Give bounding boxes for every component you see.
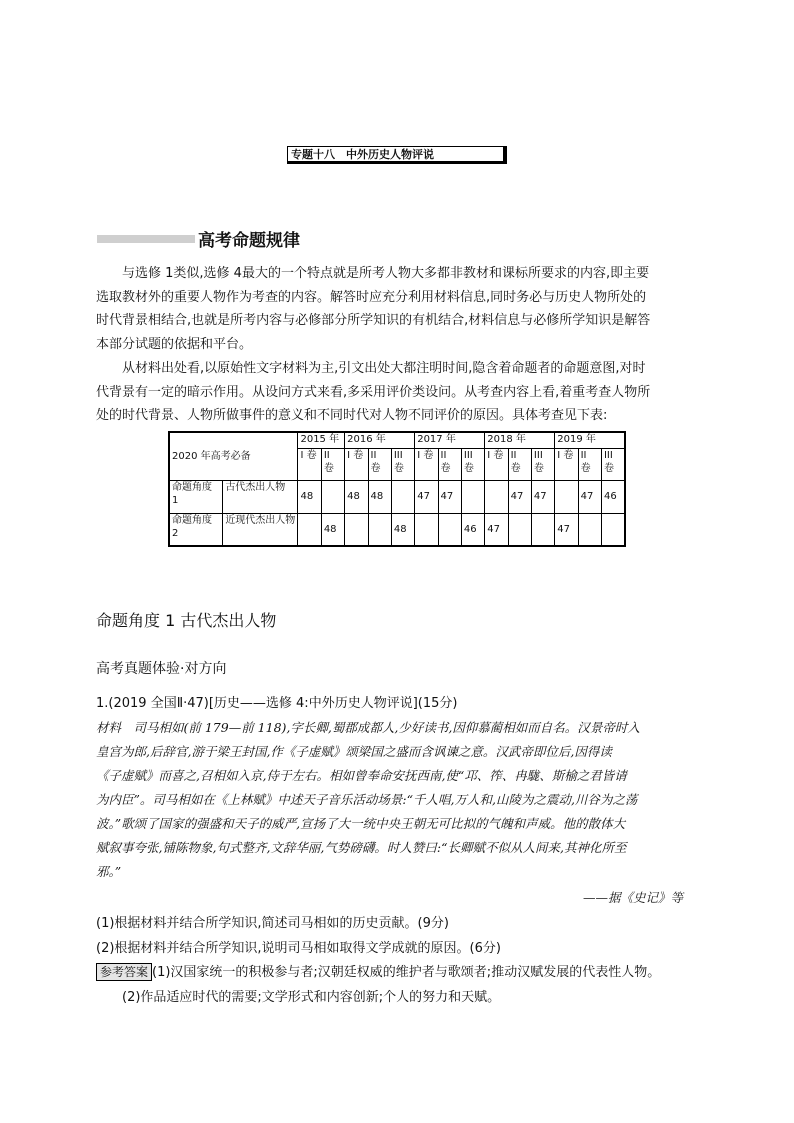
year-header: 2016 年 xyxy=(345,432,415,448)
paper-header: III 卷 xyxy=(601,448,625,480)
paper-header: II 卷 xyxy=(438,448,461,480)
paragraph-1 xyxy=(96,262,696,356)
score-cell xyxy=(531,513,554,546)
paper-header: I 卷 xyxy=(345,448,368,480)
score-cell xyxy=(578,513,601,546)
para-line: 本部分试题的依据和平台。 xyxy=(96,336,253,352)
paragraph-2 xyxy=(96,357,696,428)
para-line: 代背景有一定的暗示作用。从设问方式来看,多采用评价类设问。从考查内容上看,着重考查人物所 xyxy=(96,384,651,400)
year-header: 2015 年 xyxy=(298,432,345,448)
angle-cell: 命题角度 2 xyxy=(169,513,223,546)
score-cell xyxy=(368,513,391,546)
section-title: 高考命题规律 xyxy=(198,231,300,251)
material-line: 材料 司马相如(前 179—前 118),字长卿,蜀郡成都人,少好读书,因仰慕蔺相如而自名。汉景帝时入 xyxy=(96,720,640,735)
para-line: 与选修 1类似,选修 4最大的一个特点就是所考人物大多都非教材和课标所要求的内容,即主要 xyxy=(122,266,650,281)
score-cell: 48 xyxy=(391,513,414,546)
paper-header: II 卷 xyxy=(578,448,601,480)
para-line: 处的时代背景、人物所做事件的意义和不同时代对人物不同评价的原因。具体考查见下表: xyxy=(96,408,608,423)
year-header: 2019 年 xyxy=(555,432,625,448)
score-cell xyxy=(298,513,321,546)
material-line: 皇宫为郎,后辞官,游于梁王封国,作《子虚赋》颂梁国之盛而含讽谏之意。汉武帝即位后,因得读 xyxy=(96,744,612,759)
paper-header: III 卷 xyxy=(461,448,484,480)
angle-cell: 命题角度 1 xyxy=(169,480,223,513)
score-cell: 47 xyxy=(578,480,601,513)
para-line: 时代背景相结合,也就是所考内容与必修部分所学知识的有机结合,材料信息与必修所学知识是解答 xyxy=(96,313,651,328)
score-cell: 46 xyxy=(461,513,484,546)
score-cell: 47 xyxy=(531,480,554,513)
score-cell: 48 xyxy=(368,480,391,513)
question-title: 1.(2019 全国Ⅱ·47)[历史——选修 4:中外历史人物评说](15分) xyxy=(96,696,458,711)
material-line: 邪。” xyxy=(96,864,122,879)
answer-text: (1)汉国家统一的积极参与者;汉朝廷权威的维护者与歌颂者;推动汉赋发展的代表性人物。 xyxy=(152,965,661,980)
score-cell xyxy=(438,513,461,546)
year-header: 2017 年 xyxy=(415,432,485,448)
material-line: 赋叙事夸张,铺陈物象,句式整齐,文辞华丽,气势磅礴。时人赞曰:“长卿赋不似从人间来,其神化所至 xyxy=(96,840,627,855)
material-line: 为内臣”。司马相如在《上林赋》中述天子音乐活动场景:“千人唱,万人和,山陵为之震动,川谷为之荡 xyxy=(96,792,638,807)
paper-header: I 卷 xyxy=(415,448,438,480)
sub-question-1: (1)根据材料并结合所学知识,简述司马相如的历史贡献。(9分) xyxy=(96,916,449,931)
score-cell: 48 xyxy=(345,480,368,513)
angle-heading: 命题角度 1 古代杰出人物 xyxy=(96,611,277,630)
source-citation: ——据《史记》等 xyxy=(583,890,684,905)
year-header: 2018 年 xyxy=(485,432,555,448)
answer-line-2: (2)作品适应时代的需要;文学形式和内容创新;个人的努力和天赋。 xyxy=(122,990,501,1005)
sub-heading: 高考真题体验·对方向 xyxy=(96,661,227,677)
table-corner: 2020 年高考必备 xyxy=(169,432,298,480)
score-cell: 47 xyxy=(415,480,438,513)
sub-question-2: (2)根据材料并结合所学知识,说明司马相如取得文学成就的原因。(6分) xyxy=(96,941,501,956)
paper-header: III 卷 xyxy=(391,448,414,480)
paper-header: II 卷 xyxy=(321,448,344,480)
paper-header: I 卷 xyxy=(485,448,508,480)
para-line: 选取教材外的重要人物作为考查的内容。解答时应充分利用材料信息,同时务必与历史人物所处的 xyxy=(96,289,647,305)
score-cell xyxy=(485,480,508,513)
score-cell: 47 xyxy=(508,480,531,513)
score-cell xyxy=(415,513,438,546)
score-cell xyxy=(391,480,414,513)
exam-table xyxy=(168,431,626,547)
topic-cell: 古代杰出人物 xyxy=(223,480,298,513)
score-cell xyxy=(555,480,578,513)
paper-header: I 卷 xyxy=(555,448,578,480)
score-cell xyxy=(345,513,368,546)
paper-header: II 卷 xyxy=(508,448,531,480)
material-line: 波。”歌颂了国家的强盛和天子的威严,宣扬了大一统中央王朝无可比拟的气魄和声威。他的散体大 xyxy=(96,816,626,831)
score-cell: 48 xyxy=(298,480,321,513)
score-cell: 48 xyxy=(321,513,344,546)
score-cell xyxy=(461,480,484,513)
paper-header: I 卷 xyxy=(298,448,321,480)
section-bar xyxy=(97,235,195,243)
score-cell xyxy=(321,480,344,513)
material-line: 《子虚赋》而喜之,召相如入京,侍于左右。相如曾奉命安抚西南,使“邛、筰、冉駹、斯榆之君皆请 xyxy=(96,768,627,783)
score-cell xyxy=(508,513,531,546)
score-cell xyxy=(601,513,625,546)
material-block xyxy=(96,716,714,884)
score-cell: 46 xyxy=(601,480,625,513)
answer-label: 参考答案 xyxy=(96,963,152,981)
paper-header: II 卷 xyxy=(368,448,391,480)
topic-cell: 近现代杰出人物 xyxy=(223,513,298,546)
paper-header: III 卷 xyxy=(531,448,554,480)
topic-banner: 专题十八 中外历史人物评说 xyxy=(287,146,507,164)
score-cell: 47 xyxy=(485,513,508,546)
score-cell: 47 xyxy=(555,513,578,546)
para-line: 从材料出处看,以原始性文字材料为主,引文出处大都注明时间,隐含着命题者的命题意图,对时 xyxy=(122,361,646,376)
answer-line-1 xyxy=(96,961,660,981)
score-cell: 47 xyxy=(438,480,461,513)
